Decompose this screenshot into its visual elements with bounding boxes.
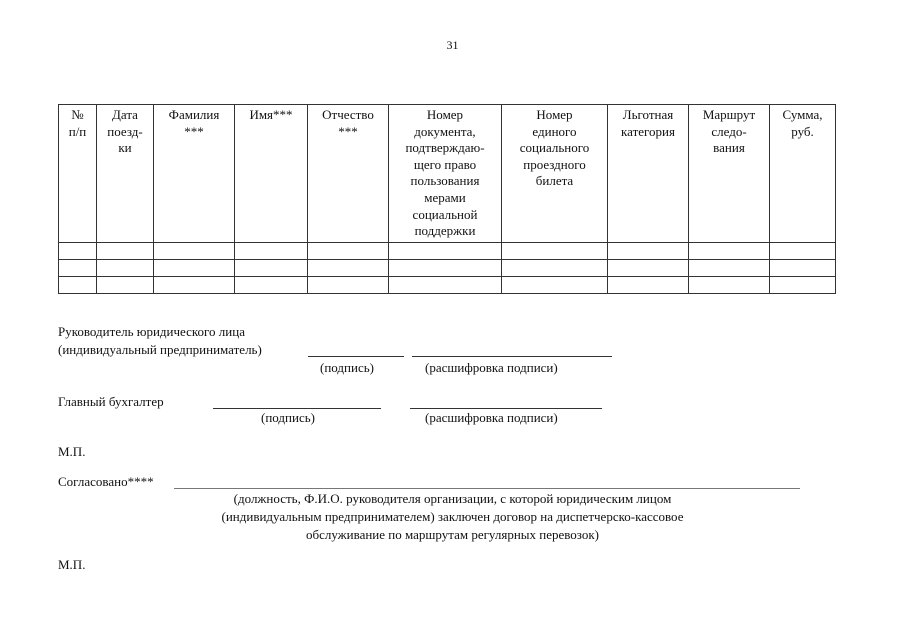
table-cell	[389, 260, 502, 277]
table-cell	[59, 243, 97, 260]
table-cell	[97, 243, 154, 260]
table-row	[59, 260, 836, 277]
table-cell	[308, 260, 389, 277]
header-number: № п/п	[59, 105, 97, 243]
accountant-decryption-caption: (расшифровка подписи)	[425, 410, 558, 425]
director-title-line2: (индивидуальный предприниматель)	[58, 342, 262, 357]
table-cell	[608, 277, 689, 294]
table-cell	[59, 260, 97, 277]
table-cell	[154, 243, 235, 260]
agreed-note-line-2: (индивидуальным предпринимателем) заключен договор на диспетчерско-кассовое	[221, 509, 684, 524]
table-row	[59, 243, 836, 260]
header-patronymic: Отчество ***	[308, 105, 389, 243]
table-cell	[689, 277, 770, 294]
table-cell	[235, 260, 308, 277]
table-cell	[608, 260, 689, 277]
accountant-signature-line	[213, 408, 381, 409]
table-cell	[59, 277, 97, 294]
accountant-title: Главный бухгалтер	[58, 394, 164, 409]
table-cell	[770, 260, 836, 277]
agreed-note-line-3: обслуживание по маршрутам регулярных перевозок)	[305, 527, 600, 542]
header-document-number: Номер документа, подтверждаю- щего право пользования мерами социальной поддержки	[389, 105, 502, 243]
header-surname: Фамилия ***	[154, 105, 235, 243]
header-name: Имя***	[235, 105, 308, 243]
table-cell	[154, 277, 235, 294]
header-benefit-category: Льготная категория	[608, 105, 689, 243]
table-cell	[689, 243, 770, 260]
table-cell	[308, 277, 389, 294]
table-cell	[154, 260, 235, 277]
table-cell	[608, 243, 689, 260]
accountant-signature-caption: (подпись)	[261, 410, 315, 425]
report-table	[58, 104, 836, 294]
header-ticket-number: Номер единого социального проездного билета	[502, 105, 608, 243]
director-decryption-line	[412, 356, 612, 357]
header-amount: Сумма, руб.	[770, 105, 836, 243]
table-cell	[502, 243, 608, 260]
table-header-row	[59, 105, 836, 243]
director-decryption-caption: (расшифровка подписи)	[425, 360, 558, 375]
table-cell	[97, 260, 154, 277]
agreed-label: Согласовано****	[58, 474, 154, 489]
table-cell	[770, 277, 836, 294]
table-cell	[502, 277, 608, 294]
accountant-decryption-line	[410, 408, 602, 409]
agreed-line	[174, 488, 800, 489]
header-trip-date: Дата поезд- ки	[97, 105, 154, 243]
director-title-line1: Руководитель юридического лица	[58, 324, 245, 339]
table-cell	[770, 243, 836, 260]
table-cell	[689, 260, 770, 277]
stamp-mark-2: М.П.	[58, 557, 86, 572]
header-route: Маршрут следо- вания	[689, 105, 770, 243]
table-cell	[389, 277, 502, 294]
table-body	[59, 243, 836, 294]
director-signature-caption: (подпись)	[320, 360, 374, 375]
table-cell	[389, 243, 502, 260]
table-cell	[502, 260, 608, 277]
table-cell	[235, 243, 308, 260]
table-cell	[308, 243, 389, 260]
page-number: 31	[446, 38, 459, 52]
table-row	[59, 277, 836, 294]
agreed-note-line-1: (должность, Ф.И.О. руководителя организации, с которой юридическим лицом	[233, 491, 672, 506]
table-cell	[97, 277, 154, 294]
table-cell	[235, 277, 308, 294]
stamp-mark-1: М.П.	[58, 444, 86, 459]
director-signature-line	[308, 356, 404, 357]
